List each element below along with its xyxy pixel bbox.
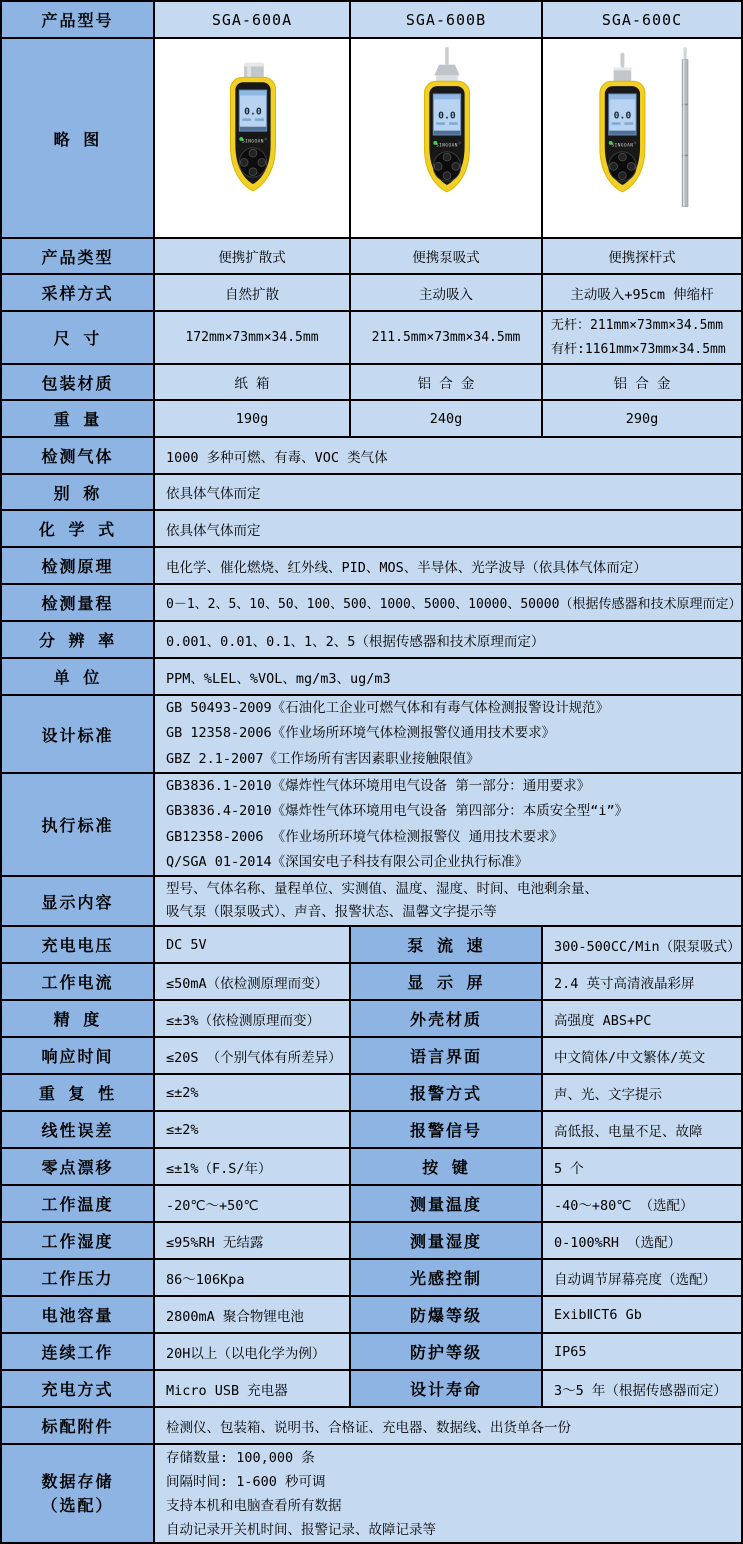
- sampling-b: 主动吸入: [351, 275, 543, 312]
- table-row-resolution: [2, 622, 743, 659]
- linearity-error-value: ≤±2%: [155, 1112, 351, 1149]
- row-label-design-life: 设计寿命: [351, 1371, 543, 1408]
- alias-value: 依具体气体而定: [155, 475, 743, 511]
- row-label-charging-method: 充电方式: [2, 1371, 155, 1408]
- row-label-measure-humidity: 测量湿度: [351, 1223, 543, 1260]
- data-storage-label-line2: （选配）: [41, 1495, 114, 1515]
- display-screen-value: 2.4 英寸高清液晶彩屏: [543, 964, 743, 1001]
- row-label-measure-temp: 测量温度: [351, 1186, 543, 1223]
- design-standard-line: GBZ 2.1-2007《工作场所有害因素职业接触限值》: [166, 750, 480, 767]
- row-label-response-time: 响应时间: [2, 1038, 155, 1075]
- table-row-zero-drift-keys: [2, 1149, 743, 1186]
- chemical-formula-value: 依具体气体而定: [155, 511, 743, 548]
- row-label-dimensions: 尺 寸: [2, 312, 155, 365]
- row-label-product-type: 产品类型: [2, 239, 155, 275]
- model-name-b: SGA-600B: [351, 2, 543, 39]
- row-label-light-control: 光感控制: [351, 1260, 543, 1297]
- table-row-sampling: [2, 275, 743, 312]
- packing-b: 铝 合 金: [351, 365, 543, 401]
- weight-c: 290g: [543, 401, 743, 438]
- table-row-battery-explosion-proof: [2, 1297, 743, 1334]
- table-row-product-type: [2, 239, 743, 275]
- screen-reading-value: 0.0: [244, 106, 262, 118]
- row-label-range: 检测量程: [2, 585, 155, 622]
- continuous-work-value: 20H以上（以电化学为例）: [155, 1334, 351, 1371]
- design-standard-line: GB 12358-2006《作业场所环境气体检测报警仪通用技术要求》: [166, 725, 556, 742]
- table-row-dimensions: [2, 312, 743, 365]
- keys-value: 5 个: [543, 1149, 743, 1186]
- resolution-value: 0.001、0.01、0.1、1、2、5（根据传感器和技术原理而定）: [155, 622, 743, 659]
- working-current-value: ≤50mA（依检测原理而变）: [155, 964, 351, 1001]
- table-row-unit: [2, 659, 743, 696]
- dimensions-c: [543, 312, 743, 365]
- accuracy-value: ≤±3%（依检测原理而变）: [155, 1001, 351, 1038]
- screen-reading-value: 0.0: [438, 110, 456, 122]
- protection-grade-value: IP65: [543, 1334, 743, 1371]
- data-storage-line: 支持本机和电脑查看所有数据: [166, 1497, 342, 1514]
- gas-detector-pump-image: [386, 45, 506, 231]
- row-label-principle: 检测原理: [2, 548, 155, 585]
- row-label-display-screen: 显 示 屏: [351, 964, 543, 1001]
- row-label-resolution: 分 辨 率: [2, 622, 155, 659]
- data-storage-line: 自动记录开关机时间、报警记录、故障记录等: [166, 1521, 436, 1538]
- table-row-working-humidity-measure-humidity: [2, 1223, 743, 1260]
- row-label-working-pressure: 工作压力: [2, 1260, 155, 1297]
- device-image-cell-a: [155, 39, 351, 239]
- display-content-value: [155, 877, 743, 927]
- row-label-exec-standard: 执行标准: [2, 774, 155, 877]
- measure-temp-value: -40～+80℃ （选配）: [543, 1186, 743, 1223]
- row-label-weight: 重 量: [2, 401, 155, 438]
- row-label-working-temp: 工作温度: [2, 1186, 155, 1223]
- screen-reading-value: 0.0: [613, 110, 632, 122]
- dimensions-b: 211.5mm×73mm×34.5mm: [351, 312, 543, 365]
- design-standard-value: [155, 696, 743, 774]
- repeatability-value: ≤±2%: [155, 1075, 351, 1112]
- table-row-chemical-formula: [2, 511, 743, 548]
- exec-standard-line: Q/SGA 01-2014《深国安电子科技有限公司企业执行标准》: [166, 854, 529, 870]
- table-row-principle: [2, 548, 743, 585]
- language-value: 中文简体/中文繁体/英文: [543, 1038, 743, 1075]
- row-label-working-humidity: 工作湿度: [2, 1223, 155, 1260]
- design-standard-line: GB 50493-2009《石油化工企业可燃气体和有毒气体检测报警设计规范》: [166, 699, 610, 716]
- row-label-model: 产品型号: [2, 2, 155, 39]
- dimensions-a: 172mm×73mm×34.5mm: [155, 312, 351, 365]
- dimensions-c-no-rod: 无杆：211mm×73mm×34.5mm: [551, 317, 724, 333]
- row-label-alarm-mode: 报警方式: [351, 1075, 543, 1112]
- telescopic-rod: [682, 47, 688, 207]
- measure-humidity-value: 0-100%RH （选配）: [543, 1223, 743, 1260]
- response-time-value: ≤20S （个别气体有所差异）: [155, 1038, 351, 1075]
- table-row-alias: [2, 475, 743, 511]
- table-row-working-temp-measure-temp: [2, 1186, 743, 1223]
- row-label-packing: 包装材质: [2, 365, 155, 401]
- brand-text: SINGOAN: [611, 143, 634, 149]
- working-temp-value: -20℃～+50℃: [155, 1186, 351, 1223]
- model-name-c: SGA-600C: [543, 2, 743, 39]
- table-row-response-language: [2, 1038, 743, 1075]
- product-type-a: 便携扩散式: [155, 239, 351, 275]
- accessories-value: 检测仪、包装箱、说明书、合格证、充电器、数据线、出货单各一份: [155, 1408, 743, 1445]
- dimensions-c-with-rod: 有杆:1161mm×73mm×34.5mm: [551, 341, 726, 357]
- table-row-detected-gas: [2, 438, 743, 475]
- row-label-linearity-error: 线性误差: [2, 1112, 155, 1149]
- row-label-zero-drift: 零点漂移: [2, 1149, 155, 1186]
- row-label-charge-voltage: 充电电压: [2, 927, 155, 964]
- row-label-alias: 别 称: [2, 475, 155, 511]
- pump-rate-value: 300-500CC/Min（限泵吸式）: [543, 927, 743, 964]
- display-content-line: 型号、气体名称、量程单位、实测值、温度、湿度、时间、电池剩余量、: [166, 881, 598, 897]
- row-label-sampling: 采样方式: [2, 275, 155, 312]
- detected-gas-value: 1000 多种可燃、有毒、VOC 类气体: [155, 438, 743, 475]
- exec-standard-line: GB3836.1-2010《爆炸性气体环境用电气设备 第一部分：通用要求》: [166, 777, 591, 794]
- row-label-explosion-proof-grade: 防爆等级: [351, 1297, 543, 1334]
- exec-standard-line: GB12358-2006 《作业场所环境气体检测报警仪 通用技术要求》: [166, 828, 564, 845]
- table-row-pressure-light-control: [2, 1260, 743, 1297]
- design-life-value: 3～5 年（根据传感器而定）: [543, 1371, 743, 1408]
- row-label-language: 语言界面: [351, 1038, 543, 1075]
- row-label-repeatability: 重 复 性: [2, 1075, 155, 1112]
- row-label-chemical-formula: 化 学 式: [2, 511, 155, 548]
- row-label-accessories: 标配附件: [2, 1408, 155, 1445]
- table-row-display-content: [2, 877, 743, 927]
- table-row-data-storage: [2, 1445, 743, 1544]
- row-label-detected-gas: 检测气体: [2, 438, 155, 475]
- row-label-keys: 按 键: [351, 1149, 543, 1186]
- table-row-accessories: [2, 1408, 743, 1445]
- exec-standard-line: GB3836.4-2010《爆炸性气体环境用电气设备 第四部分：本质安全型“i”》: [166, 803, 629, 819]
- product-type-b: 便携泵吸式: [351, 239, 543, 275]
- explosion-proof-grade-value: ExibⅡCT6 Gb: [543, 1297, 743, 1334]
- table-row-repeatability-alarm-mode: [2, 1075, 743, 1112]
- principle-value: 电化学、催化燃烧、红外线、PID、MOS、半导体、光学波导（依具体气体而定）: [155, 548, 743, 585]
- row-label-unit: 单 位: [2, 659, 155, 696]
- product-type-c: 便携探杆式: [543, 239, 743, 275]
- row-label-data-storage: [2, 1445, 155, 1544]
- table-row-charge-voltage-pump-rate: [2, 927, 743, 964]
- row-label-pump-rate: 泵 流 速: [351, 927, 543, 964]
- charge-voltage-value: DC 5V: [155, 927, 351, 964]
- alarm-signal-value: 高低报、电量不足、故障: [543, 1112, 743, 1149]
- battery-capacity-value: 2800mA 聚合物锂电池: [155, 1297, 351, 1334]
- alarm-mode-value: 声、光、文字提示: [543, 1075, 743, 1112]
- row-label-design-standard: 设计标准: [2, 696, 155, 774]
- table-row-packing: [2, 365, 743, 401]
- display-content-line: 吸气泵（限泵吸式）、声音、报警状态、温馨文字提示等: [166, 904, 497, 920]
- zero-drift-value: ≤±1%（F.S/年）: [155, 1149, 351, 1186]
- row-label-shell-material: 外壳材质: [351, 1001, 543, 1038]
- data-storage-label-line1: 数据存储: [41, 1471, 114, 1491]
- working-pressure-value: 86～106Kpa: [155, 1260, 351, 1297]
- device-image-cell-b: [351, 39, 543, 239]
- table-row-sketch: [2, 39, 743, 239]
- row-label-display-content: 显示内容: [2, 877, 155, 927]
- brand-text: SINGOAN: [436, 143, 458, 149]
- table-row-range: [2, 585, 743, 622]
- packing-a: 纸 箱: [155, 365, 351, 401]
- light-control-value: 自动调节屏幕亮度（选配）: [543, 1260, 743, 1297]
- packing-c: 铝 合 金: [543, 365, 743, 401]
- row-label-protection-grade: 防护等级: [351, 1334, 543, 1371]
- weight-a: 190g: [155, 401, 351, 438]
- data-storage-line: 存储数量: 100,000 条: [166, 1449, 315, 1466]
- row-label-accuracy: 精 度: [2, 1001, 155, 1038]
- device-image-cell-c: [543, 39, 743, 239]
- gas-detector-probe-rod-image: [567, 45, 717, 231]
- row-label-sketch: 略 图: [2, 39, 155, 239]
- table-row-continuous-work-protection: [2, 1334, 743, 1371]
- data-storage-value: [155, 1445, 743, 1544]
- table-row-current-screen: [2, 964, 743, 1001]
- row-label-battery-capacity: 电池容量: [2, 1297, 155, 1334]
- row-label-continuous-work: 连续工作: [2, 1334, 155, 1371]
- brand-text: SINGOAN: [242, 139, 264, 145]
- table-row-exec-standard: [2, 774, 743, 877]
- shell-material-value: 高强度 ABS+PC: [543, 1001, 743, 1038]
- table-row-weight: [2, 401, 743, 438]
- sampling-a: 自然扩散: [155, 275, 351, 312]
- gas-detector-diffusion-image: [192, 45, 312, 231]
- table-row-model: [2, 2, 743, 39]
- data-storage-line: 间隔时间: 1-600 秒可调: [166, 1473, 326, 1490]
- range-value: 0－1、2、5、10、50、100、500、1000、5000、10000、50000（根据传感器和技术原理而定）: [155, 585, 743, 622]
- row-label-working-current: 工作电流: [2, 964, 155, 1001]
- working-humidity-value: ≤95%RH 无结露: [155, 1223, 351, 1260]
- table-row-linearity-alarm-signal: [2, 1112, 743, 1149]
- charging-method-value: Micro USB 充电器: [155, 1371, 351, 1408]
- row-label-alarm-signal: 报警信号: [351, 1112, 543, 1149]
- weight-b: 240g: [351, 401, 543, 438]
- sampling-c: 主动吸入+95cm 伸缩杆: [543, 275, 743, 312]
- table-row-charging-design-life: [2, 1371, 743, 1408]
- table-row-accuracy-shell: [2, 1001, 743, 1038]
- exec-standard-value: [155, 774, 743, 877]
- unit-value: PPM、%LEL、%VOL、mg/m3、ug/m3: [155, 659, 743, 696]
- model-name-a: SGA-600A: [155, 2, 351, 39]
- table-row-design-standard: [2, 696, 743, 774]
